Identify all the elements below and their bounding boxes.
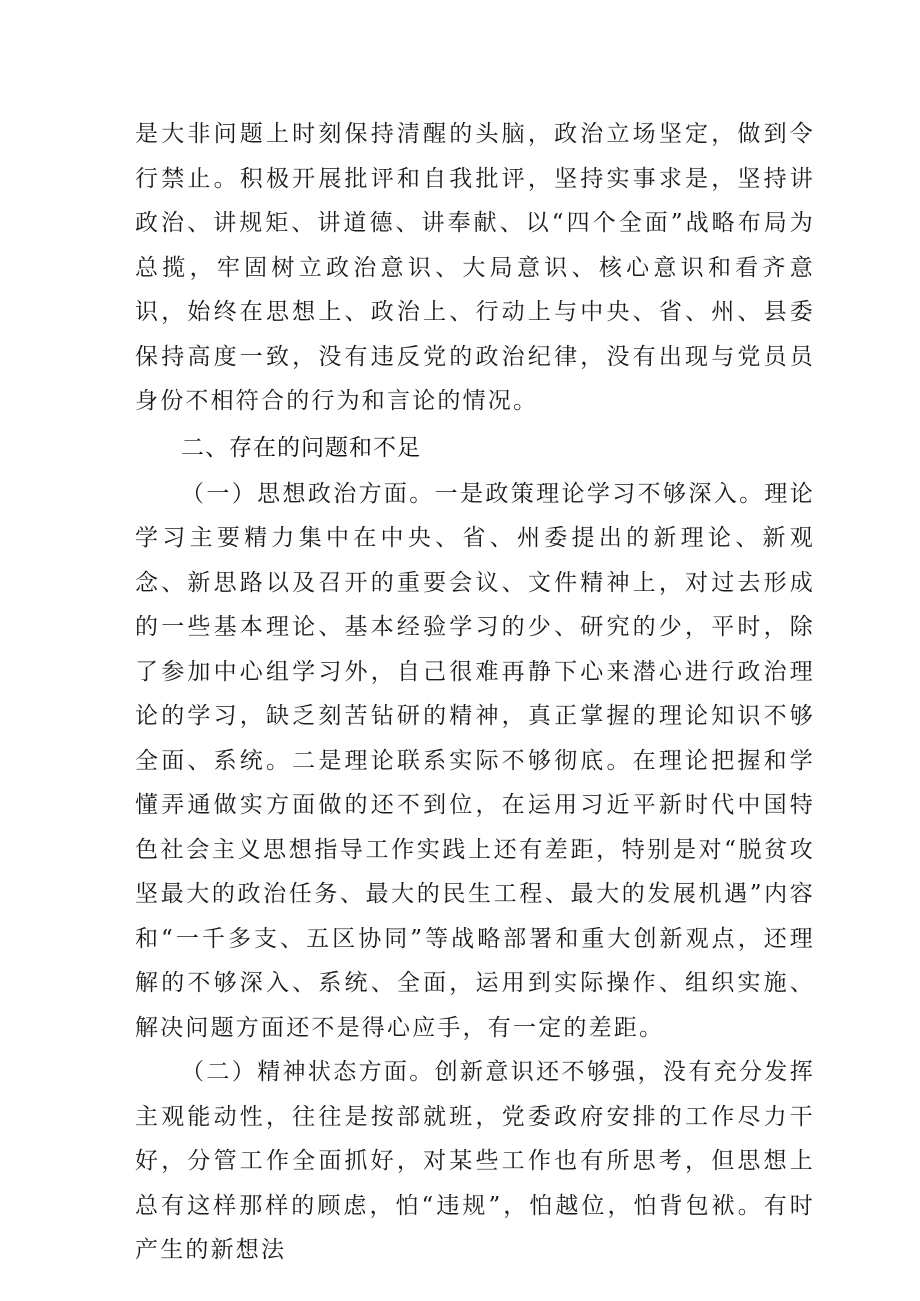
- paragraph-ideological-political: （一）思想政治方面。一是政策理论学习不够深入。理论学习主要精力集中在中央、省、州委提出的新理论、新观念、新思路以及召开的重要会议、文件精神上，对过去形成的一些基本理论、基本经验学习的少、研究的少，平时，除了参加中心组学习外，自己很难再静下心来潜心进行政治理论的学习，缺乏刻苦钻研的精神，真正掌握的理论知识不够全面、系统。二是理论联系实际不够彻底。在理论把握和学懂弄通做实方面做的还不到位，在运用习近平新时代中国特色社会主义思想指导工作实践上还有差距，特别是对“脱贫攻坚最大的政治任务、最大的民生工程、最大的发展机遇”内容和“一千多支、五区协同”等战略部署和重大创新观点，还理解的不够深入、系统、全面，运用到实际操作、组织实施、解决问题方面还不是得心应手，有一定的差距。: [135, 480, 815, 1041]
- paragraph-mental-state: （二）精神状态方面。创新意识还不够强，没有充分发挥主观能动性，往往是按部就班，党委政府安排的工作尽力干好，分管工作全面抓好，对某些工作也有所思考，但思想上总有这样那样的顾虑，怕“违规”，怕越位，怕背包袱。有时产生的新想法: [135, 1059, 815, 1263]
- section-heading-problems: 二、存在的问题和不足: [181, 434, 421, 461]
- paragraph-political-stance: 是大非问题上时刻保持清醒的头脑，政治立场坚定，做到令行禁止。积极开展批评和自我批评，坚持实事求是，坚持讲政治、讲规矩、讲道德、讲奉献、以“四个全面”战略布局为总揽，牢固树立政治意识、大局意识、核心意识和看齐意识，始终在思想上、政治上、行动上与中央、省、州、县委保持高度一致，没有违反党的政治纪律，没有出现与党员员身份不相符合的行为和言论的情况。: [135, 121, 815, 414]
- document-body: [135, 112, 815, 1273]
